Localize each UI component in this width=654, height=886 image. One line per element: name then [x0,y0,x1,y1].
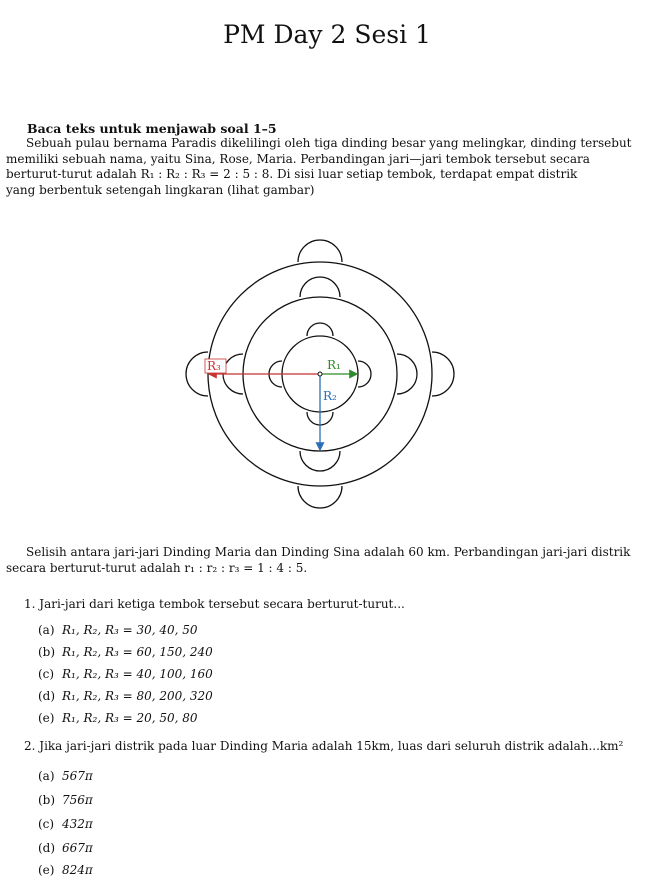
option-text: R₁, R₂, R₃ = 80, 200, 320 [62,689,213,703]
q1-option-b[interactable] [38,645,213,659]
district-rose-right [397,354,417,394]
label-r1: R₁ [327,358,341,372]
info-line-1: Selisih antara jari-jari Dinding Maria dan Dinding Sina adalah 60 km. Perbandingan jari-jari distrik [26,545,631,559]
q2-option-d[interactable] [38,841,93,855]
walls-diagram [180,234,460,514]
intro-line-3: berturut-turut adalah R₁ : R₂ : R₃ = 2 : 5 : 8. Di sisi luar setiap tembok, terdapat empat distrik [6,167,578,181]
q1-option-d[interactable] [38,689,213,703]
district-rose-bottom [300,451,340,471]
option-text: R₁, R₂, R₃ = 40, 100, 160 [62,667,213,681]
question-2: 2. Jika jari-jari distrik pada luar Dinding Maria adalah 15km, luas dari seluruh distrik adalah...km² [24,739,624,753]
q1-option-a[interactable] [38,623,198,637]
option-label: (c) [38,817,55,831]
intro-line-4: yang berbentuk setengah lingkaran (lihat gambar) [6,182,315,197]
option-label: (d) [38,841,56,855]
option-text: 567π [62,769,93,783]
question-1: 1. Jari-jari dari ketiga tembok tersebut secara berturut-turut... [24,597,405,611]
option-text: 432π [62,817,93,831]
intro-line-1: Sebuah pulau bernama Paradis dikelilingi oleh tiga dinding besar yang melingkar, dinding tersebut [26,136,632,150]
q2-option-b[interactable] [38,793,93,807]
district-maria-top [298,240,342,262]
section-heading: Baca teks untuk menjawab soal 1–5 [27,121,277,136]
option-label: (a) [38,623,55,637]
option-text: 667π [62,841,93,855]
q1-option-c[interactable] [38,667,213,681]
option-text: R₁, R₂, R₃ = 20, 50, 80 [62,711,198,725]
info-line-2: secara berturut-turut adalah r₁ : r₂ : r₃ = 1 : 4 : 5. [6,560,308,575]
q2-option-e[interactable] [38,863,93,877]
label-r2: R₂ [323,389,337,403]
district-maria-bottom [298,486,342,508]
option-text: R₁, R₂, R₃ = 60, 150, 240 [62,645,213,659]
option-label: (b) [38,645,56,659]
info-paragraph [6,545,632,576]
option-label: (e) [38,863,55,877]
option-text: R₁, R₂, R₃ = 30, 40, 50 [62,623,198,637]
option-label: (c) [38,667,55,681]
option-label: (b) [38,793,56,807]
intro-line-2: memiliki sebuah nama, yaitu Sina, Rose, Maria. Perbandingan jari—jari tembok tersebut secara [6,151,590,166]
intro-paragraph [6,136,632,198]
q2-option-a[interactable] [38,769,93,783]
q1-option-e[interactable] [38,711,198,725]
label-r3: R₃ [207,359,221,373]
option-label: (e) [38,711,55,725]
center-point [318,372,322,376]
option-text: 756π [62,793,93,807]
page-title: PM Day 2 Sesi 1 [223,20,431,49]
district-maria-right [432,352,454,396]
district-rose-top [300,277,340,297]
option-label: (a) [38,769,55,783]
q2-option-c[interactable] [38,817,93,831]
option-label: (d) [38,689,56,703]
option-text: 824π [62,863,93,877]
district-sina-top [307,323,333,336]
district-sina-right [358,361,371,387]
